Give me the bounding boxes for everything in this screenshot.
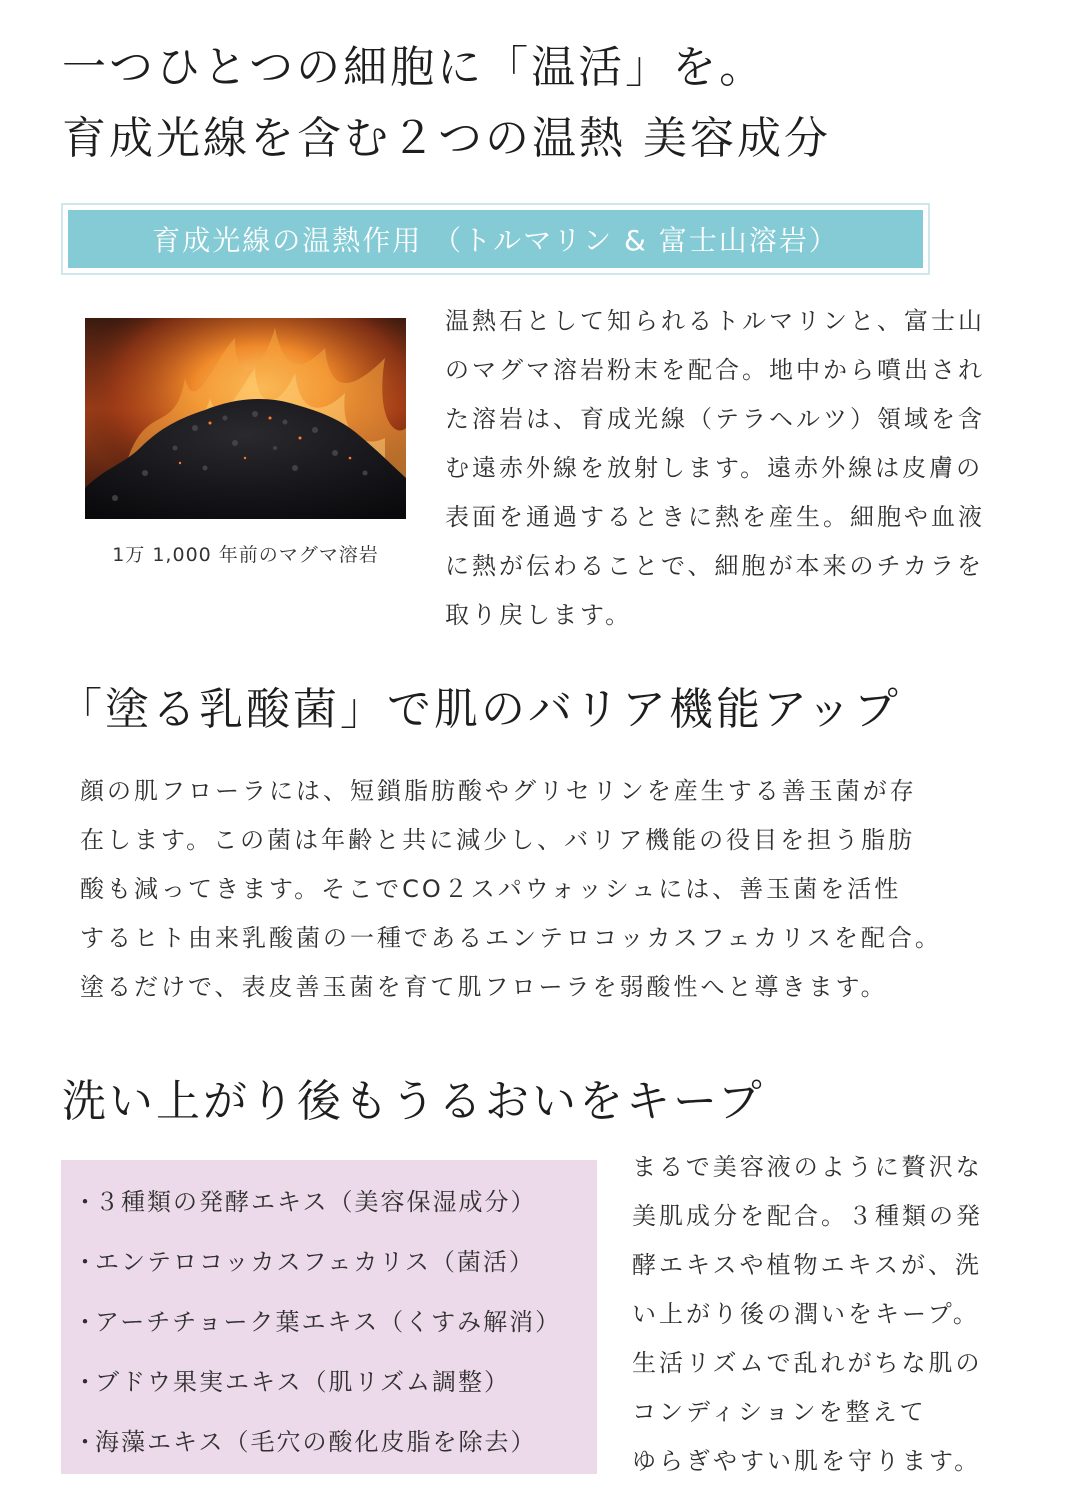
section-banner <box>61 203 930 275</box>
magma-lava-photo <box>85 318 406 519</box>
bullet: ・ <box>73 1248 99 1276</box>
paragraph-line: に熱が伝わることで、細胞が本来のチカラを <box>445 552 985 580</box>
lactobacillus-paragraph <box>80 767 1060 1012</box>
lava-fire-image <box>85 318 406 519</box>
headline-line-2: 育成光線を含む２つの温熱 美容成分 <box>62 113 831 164</box>
paragraph-line: 取り戻します。 <box>445 601 633 629</box>
list-item <box>73 1242 535 1277</box>
list-item-label: ３種類の発酵エキス（美容保湿成分） <box>95 1188 537 1216</box>
paragraph-line: た溶岩は、育成光線（テラヘルツ）領域を含 <box>445 405 985 433</box>
paragraph-line: 塗るだけで、表皮善玉菌を育て肌フローラを弱酸性へと導きます。 <box>80 973 888 1001</box>
paragraph-line: 酸も減ってきます。そこでCO２スパウォッシュには、善玉菌を活性 <box>80 875 902 903</box>
moisture-paragraph <box>632 1143 1062 1486</box>
paragraph-line: まるで美容液のように贅沢な <box>632 1153 983 1181</box>
paragraph-line: 美肌成分を配合。３種類の発 <box>632 1202 983 1230</box>
list-item-label: 海藻エキス（毛穴の酸化皮脂を除去） <box>95 1428 537 1456</box>
list-item <box>73 1362 510 1397</box>
paragraph-line: 在します。この菌は年齢と共に減少し、バリア機能の役目を担う脂肪 <box>80 826 916 854</box>
banner-label: 育成光線の温熱作用 （トルマリン & 富士山溶岩） <box>68 210 923 268</box>
paragraph-line: 酵エキスや植物エキスが、洗 <box>632 1251 983 1279</box>
bullet: ・ <box>73 1428 99 1456</box>
list-item-label: ブドウ果実エキス（肌リズム調整） <box>95 1368 511 1396</box>
headline-line-1: 一つひとつの細胞に「温活」を。 <box>62 42 767 93</box>
bullet: ・ <box>73 1308 99 1336</box>
paragraph-line: 温熱石として知られるトルマリンと、富士山 <box>445 307 985 335</box>
list-item <box>73 1302 561 1337</box>
bullet: ・ <box>73 1368 99 1396</box>
paragraph-line: い上がり後の潤いをキープ。 <box>632 1300 980 1328</box>
photo-caption: 1万 1,000 年前のマグマ溶岩 <box>112 544 379 566</box>
section-heading-lactobacillus: 「塗る乳酸菌」で肌のバリア機能アップ <box>58 684 901 735</box>
paragraph-line: 顔の肌フローラには、短鎖脂肪酸やグリセリンを産生する善玉菌が存 <box>80 777 917 805</box>
list-item-label: エンテロコッカスフェカリス（菌活） <box>95 1248 535 1276</box>
list-item-label: アーチチョーク葉エキス（くすみ解消） <box>95 1308 562 1336</box>
paragraph-line: のマグマ溶岩粉末を配合。地中から噴出され <box>445 356 985 384</box>
tourmaline-lava-paragraph <box>445 297 1055 640</box>
paragraph-line: するヒト由来乳酸菌の一種であるエンテロコッカスフェカリスを配合。 <box>80 924 942 952</box>
list-item <box>73 1422 537 1457</box>
paragraph-line: コンディションを整えて <box>632 1398 927 1426</box>
paragraph-line: む遠赤外線を放射します。遠赤外線は皮膚の <box>445 454 984 482</box>
paragraph-line: 生活リズムで乱れがちな肌の <box>632 1349 983 1377</box>
section-heading-moisture: 洗い上がり後もうるおいをキープ <box>62 1076 765 1127</box>
paragraph-line: ゆらぎやすい肌を守ります。 <box>632 1447 982 1475</box>
list-item <box>73 1182 537 1217</box>
ingredient-list-box <box>61 1160 597 1474</box>
paragraph-line: 表面を通過するときに熱を産生。細胞や血液 <box>445 503 985 531</box>
bullet: ・ <box>73 1188 99 1216</box>
